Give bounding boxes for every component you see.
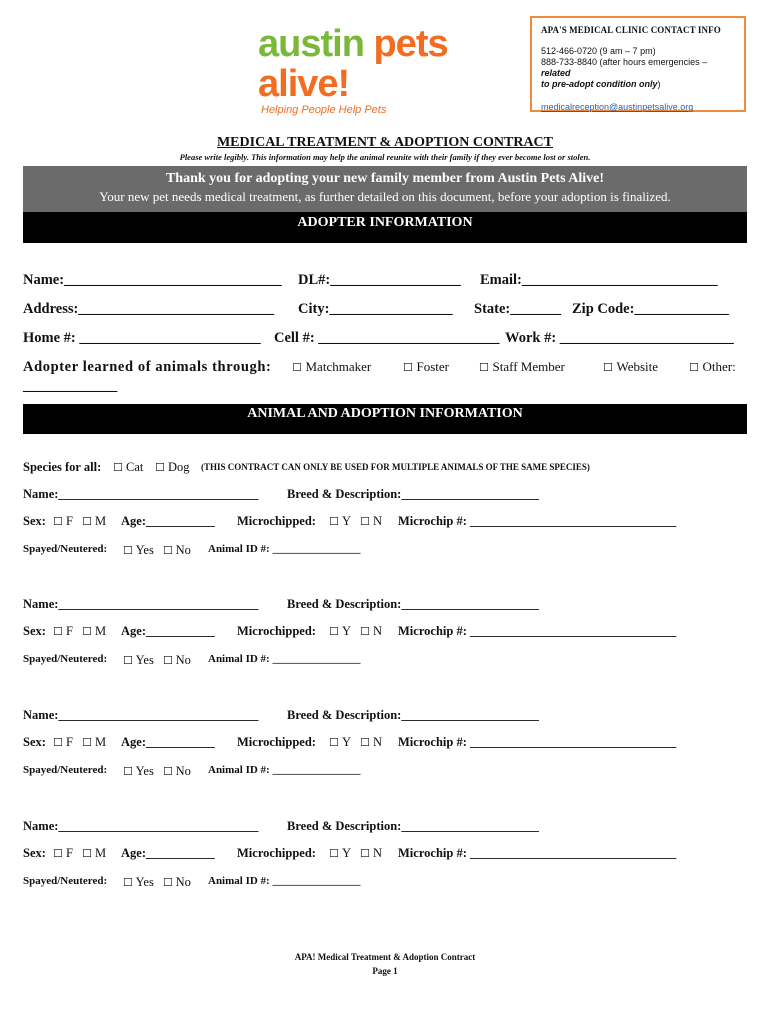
other-source-line[interactable]: _____________ bbox=[23, 378, 118, 394]
microchipped-n-label: N bbox=[373, 624, 383, 638]
animal-id-field[interactable]: Animal ID #: ________________ bbox=[208, 653, 361, 665]
age-field[interactable]: Age:___________ bbox=[121, 846, 215, 860]
checkbox-icon[interactable]: ☐ bbox=[53, 515, 63, 528]
microchipped-n-label: N bbox=[373, 514, 383, 528]
checkbox-icon[interactable]: ☐ bbox=[53, 736, 63, 749]
document-subtitle: Please write legibly. This information may help the animal reunite with their family if they ever become lost or stolen. bbox=[179, 152, 591, 162]
thank-you-line: Thank you for adopting your new family member from Austin Pets Alive! bbox=[165, 171, 605, 186]
animal-id-field[interactable]: Animal ID #: ________________ bbox=[208, 764, 361, 776]
checkbox-icon[interactable]: ☐ bbox=[155, 461, 165, 474]
microchip-number-field[interactable]: Microchip #: _________________________________ bbox=[398, 624, 677, 638]
sex-f-label: F bbox=[66, 735, 73, 749]
sex-m-option[interactable] bbox=[82, 846, 106, 861]
adopter-home-phone-field[interactable]: Home #: _________________________ bbox=[23, 330, 261, 346]
adopter-info-heading: ADOPTER INFORMATION bbox=[23, 212, 747, 243]
option-label: Staff Member bbox=[492, 359, 565, 374]
checkbox-icon[interactable]: ☐ bbox=[123, 765, 133, 778]
animal-id-field[interactable]: Animal ID #: ________________ bbox=[208, 875, 361, 887]
sex-m-label: M bbox=[95, 514, 107, 528]
spayed-yes-label: Yes bbox=[135, 543, 154, 557]
spayed-yes-label: Yes bbox=[135, 875, 154, 889]
microchipped-y-label: Y bbox=[342, 514, 352, 528]
adopter-city-field[interactable]: City:_________________ bbox=[298, 301, 453, 317]
sex-f-option[interactable] bbox=[53, 735, 73, 750]
spayed-label: Spayed/Neutered: bbox=[23, 653, 108, 665]
sex-m-option[interactable] bbox=[82, 514, 106, 529]
checkbox-icon[interactable]: ☐ bbox=[163, 544, 173, 557]
checkbox-icon[interactable]: ☐ bbox=[689, 361, 699, 374]
microchipped-y-option[interactable] bbox=[329, 735, 351, 750]
microchipped-y-option[interactable] bbox=[329, 624, 351, 639]
microchipped-n-option[interactable] bbox=[360, 846, 382, 861]
microchipped-y-option[interactable] bbox=[329, 846, 351, 861]
sex-label: Sex: bbox=[23, 514, 46, 528]
adopter-email-field[interactable]: Email:___________________________ bbox=[480, 272, 718, 288]
animal-name-field[interactable]: Name:________________________________ bbox=[23, 708, 259, 722]
thank-you-banner bbox=[23, 166, 747, 212]
microchipped-y-label: Y bbox=[342, 846, 352, 860]
animal-name-field[interactable]: Name:________________________________ bbox=[23, 597, 259, 611]
checkbox-icon[interactable]: ☐ bbox=[123, 654, 133, 667]
age-field[interactable]: Age:___________ bbox=[121, 514, 215, 528]
option-label: Foster bbox=[416, 359, 449, 374]
spayed-yes-label: Yes bbox=[135, 764, 154, 778]
spayed-no-option[interactable] bbox=[163, 543, 191, 558]
microchipped-label: Microchipped: bbox=[237, 846, 316, 860]
checkbox-icon[interactable]: ☐ bbox=[163, 765, 173, 778]
adopter-cell-phone-field[interactable]: Cell #: _________________________ bbox=[274, 330, 500, 346]
checkbox-icon[interactable]: ☐ bbox=[163, 876, 173, 889]
option-other[interactable] bbox=[689, 359, 736, 376]
checkbox-icon[interactable]: ☐ bbox=[82, 625, 92, 638]
checkbox-icon[interactable]: ☐ bbox=[163, 654, 173, 667]
sex-label: Sex: bbox=[23, 624, 46, 638]
microchipped-y-label: Y bbox=[342, 735, 352, 749]
checkbox-icon[interactable]: ☐ bbox=[292, 361, 302, 374]
microchipped-n-option[interactable] bbox=[360, 735, 382, 750]
animal-id-field[interactable]: Animal ID #: ________________ bbox=[208, 543, 361, 555]
sex-m-option[interactable] bbox=[82, 624, 106, 639]
checkbox-icon[interactable]: ☐ bbox=[82, 736, 92, 749]
checkbox-icon[interactable]: ☐ bbox=[603, 361, 613, 374]
logo-tagline: Helping People Help Pets bbox=[261, 104, 387, 116]
sex-m-label: M bbox=[95, 846, 107, 860]
animal-name-field[interactable]: Name:________________________________ bbox=[23, 819, 259, 833]
species-dog-option[interactable] bbox=[155, 460, 190, 475]
sex-label: Sex: bbox=[23, 846, 46, 860]
checkbox-icon[interactable]: ☐ bbox=[82, 515, 92, 528]
microchip-number-field[interactable]: Microchip #: _________________________________ bbox=[398, 846, 677, 860]
sex-f-label: F bbox=[66, 624, 73, 638]
microchipped-n-option[interactable] bbox=[360, 514, 382, 529]
contact-phone-2 bbox=[541, 57, 736, 79]
checkbox-icon[interactable]: ☐ bbox=[123, 876, 133, 889]
contact-email-link[interactable]: medicalreception@austinpetsalive.org bbox=[541, 102, 694, 112]
checkbox-icon[interactable]: ☐ bbox=[360, 847, 370, 860]
checkbox-icon[interactable]: ☐ bbox=[360, 736, 370, 749]
sex-f-label: F bbox=[66, 514, 73, 528]
contact-phone-2-text: 888-733-8840 (after hours emergencies – bbox=[541, 57, 708, 67]
animal-name-field[interactable]: Name:________________________________ bbox=[23, 487, 259, 501]
microchipped-y-label: Y bbox=[342, 624, 352, 638]
animal-breed-field[interactable]: Breed & Description:______________________ bbox=[287, 487, 539, 501]
spayed-yes-option[interactable] bbox=[123, 543, 154, 558]
spayed-no-option[interactable] bbox=[163, 764, 191, 779]
spayed-no-label: No bbox=[175, 764, 191, 778]
contact-info-box bbox=[530, 16, 746, 112]
spayed-no-label: No bbox=[175, 875, 191, 889]
option-label: Matchmaker bbox=[305, 359, 372, 374]
adopter-work-phone-field[interactable]: Work #: ________________________ bbox=[505, 330, 734, 346]
species-note: (THIS CONTRACT CAN ONLY BE USED FOR MULTIPLE ANIMALS OF THE SAME SPECIES) bbox=[201, 462, 590, 472]
spayed-yes-option[interactable] bbox=[123, 764, 154, 779]
sex-f-option[interactable] bbox=[53, 514, 73, 529]
spayed-yes-option[interactable] bbox=[123, 653, 154, 668]
option-website[interactable] bbox=[603, 359, 658, 376]
microchipped-n-option[interactable] bbox=[360, 624, 382, 639]
option-label: Website bbox=[616, 359, 659, 374]
sex-m-label: M bbox=[95, 624, 107, 638]
adopter-state-field[interactable]: State:_______ bbox=[474, 301, 561, 317]
apa-logo bbox=[258, 23, 513, 116]
checkbox-icon[interactable]: ☐ bbox=[82, 847, 92, 860]
checkbox-icon[interactable]: ☐ bbox=[329, 847, 339, 860]
contact-phone-2-note-text: to pre-adopt condition only bbox=[541, 79, 658, 89]
spayed-label: Spayed/Neutered: bbox=[23, 764, 108, 776]
spayed-label: Spayed/Neutered: bbox=[23, 543, 108, 555]
logo-word-pets-alive: pets alive! bbox=[258, 23, 448, 105]
spayed-label: Spayed/Neutered: bbox=[23, 875, 108, 887]
learned-through-label: Adopter learned of animals through: bbox=[23, 359, 272, 375]
species-label: Species for all: bbox=[23, 460, 102, 474]
adopter-zip-field[interactable]: Zip Code:_____________ bbox=[572, 301, 729, 317]
spayed-no-option[interactable] bbox=[163, 653, 191, 668]
age-field[interactable]: Age:___________ bbox=[121, 735, 215, 749]
sex-label: Sex: bbox=[23, 735, 46, 749]
age-field[interactable]: Age:___________ bbox=[121, 624, 215, 638]
animal-breed-field[interactable]: Breed & Description:______________________ bbox=[287, 819, 539, 833]
checkbox-icon[interactable]: ☐ bbox=[123, 544, 133, 557]
checkbox-icon[interactable]: ☐ bbox=[53, 847, 63, 860]
contact-phone-1: 512-466-0720 (9 am – 7 pm) bbox=[541, 46, 656, 56]
microchipped-y-option[interactable] bbox=[329, 514, 351, 529]
option-staff-member[interactable] bbox=[479, 359, 565, 376]
contact-phone-2-note: to pre-adopt condition only) bbox=[541, 79, 661, 89]
option-matchmaker[interactable] bbox=[292, 359, 371, 376]
animal-breed-field[interactable]: Breed & Description:______________________ bbox=[287, 708, 539, 722]
microchip-number-field[interactable]: Microchip #: _________________________________ bbox=[398, 735, 677, 749]
microchipped-n-label: N bbox=[373, 735, 383, 749]
footer-page-number: Page 1 bbox=[372, 966, 398, 976]
microchipped-label: Microchipped: bbox=[237, 514, 316, 528]
checkbox-icon[interactable]: ☐ bbox=[360, 515, 370, 528]
spayed-yes-label: Yes bbox=[135, 653, 154, 667]
species-dog-label: Dog bbox=[168, 460, 190, 474]
adopter-address-field[interactable]: Address:___________________________ bbox=[23, 301, 275, 317]
microchipped-label: Microchipped: bbox=[237, 624, 316, 638]
spayed-no-label: No bbox=[175, 543, 191, 557]
checkbox-icon[interactable]: ☐ bbox=[479, 361, 489, 374]
spayed-no-option[interactable] bbox=[163, 875, 191, 890]
checkbox-icon[interactable]: ☐ bbox=[329, 736, 339, 749]
sex-m-option[interactable] bbox=[82, 735, 106, 750]
treatment-notice-line: Your new pet needs medical treatment, as further detailed on this document, before your adoption is finalized. bbox=[99, 189, 671, 204]
checkbox-icon[interactable]: ☐ bbox=[403, 361, 413, 374]
checkbox-icon[interactable]: ☐ bbox=[113, 461, 123, 474]
species-cat-label: Cat bbox=[126, 460, 144, 474]
sex-f-option[interactable] bbox=[53, 624, 73, 639]
checkbox-icon[interactable]: ☐ bbox=[329, 515, 339, 528]
microchipped-n-label: N bbox=[373, 846, 383, 860]
sex-f-label: F bbox=[66, 846, 73, 860]
animal-breed-field[interactable]: Breed & Description:______________________ bbox=[287, 597, 539, 611]
logo-word-austin: austin bbox=[258, 23, 364, 65]
spayed-yes-option[interactable] bbox=[123, 875, 154, 890]
sex-f-option[interactable] bbox=[53, 846, 73, 861]
document-title: MEDICAL TREATMENT & ADOPTION CONTRACT bbox=[216, 135, 554, 150]
contact-title: APA'S MEDICAL CLINIC CONTACT INFO bbox=[541, 25, 721, 35]
option-label: Other: bbox=[702, 359, 736, 374]
microchipped-label: Microchipped: bbox=[237, 735, 316, 749]
adopter-name-field[interactable]: Name:______________________________ bbox=[23, 272, 282, 288]
spayed-no-label: No bbox=[175, 653, 191, 667]
checkbox-icon[interactable]: ☐ bbox=[53, 625, 63, 638]
species-cat-option[interactable] bbox=[113, 460, 143, 475]
footer-title: APA! Medical Treatment & Adoption Contract bbox=[294, 952, 476, 962]
checkbox-icon[interactable]: ☐ bbox=[329, 625, 339, 638]
sex-m-label: M bbox=[95, 735, 107, 749]
animal-info-heading: ANIMAL AND ADOPTION INFORMATION bbox=[23, 404, 747, 434]
microchip-number-field[interactable]: Microchip #: _________________________________ bbox=[398, 514, 677, 528]
adopter-dl-field[interactable]: DL#:__________________ bbox=[298, 272, 461, 288]
checkbox-icon[interactable]: ☐ bbox=[360, 625, 370, 638]
option-foster[interactable] bbox=[403, 359, 449, 376]
contact-phone-2-emph: related bbox=[541, 68, 571, 78]
